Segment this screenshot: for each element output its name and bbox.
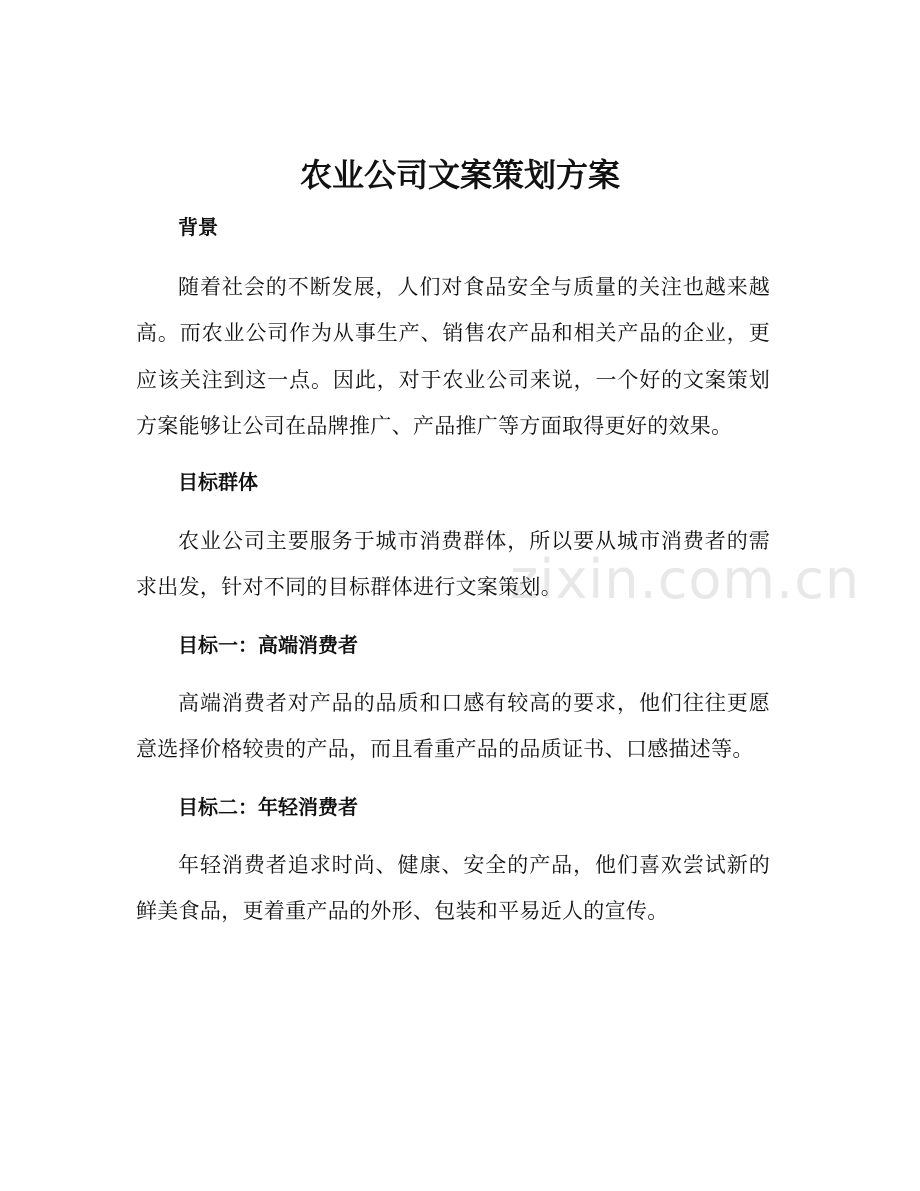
section-heading-target-one: 目标一：高端消费者	[178, 633, 358, 657]
document-title: 农业公司文案策划方案	[299, 156, 620, 194]
paragraph-background: 随着社会的不断发展，人们对食品安全与质量的关注也越来越高。而农业公司作为从事生产、销售农产品和相关产品的企业，更应该关注到这一点。因此，对于农业公司来说，一个好的文案策划方案能够让公司在品牌推广、产品推广等方面取得更好的效果。	[136, 275, 770, 438]
paragraph-target-two: 年轻消费者追求时尚、健康、安全的产品，他们喜欢尝试新的鲜美食品，更着重产品的外形、包装和平易近人的宣传。	[136, 853, 770, 924]
section-heading-target-two: 目标二：年轻消费者	[178, 795, 358, 819]
paragraph-target-group: 农业公司主要服务于城市消费群体，所以要从城市消费者的需求出发，针对不同的目标群体进行文案策划。	[136, 529, 770, 600]
paragraph-target-one: 高端消费者对产品的品质和口感有较高的要求，他们往往更愿意选择价格较贵的产品，而且看重产品的品质证书、口感描述等。	[136, 691, 770, 762]
section-heading-target-group: 目标群体	[178, 470, 258, 494]
watermark: zixin.com.cn	[510, 548, 861, 611]
section-heading-background: 背景	[178, 215, 218, 239]
